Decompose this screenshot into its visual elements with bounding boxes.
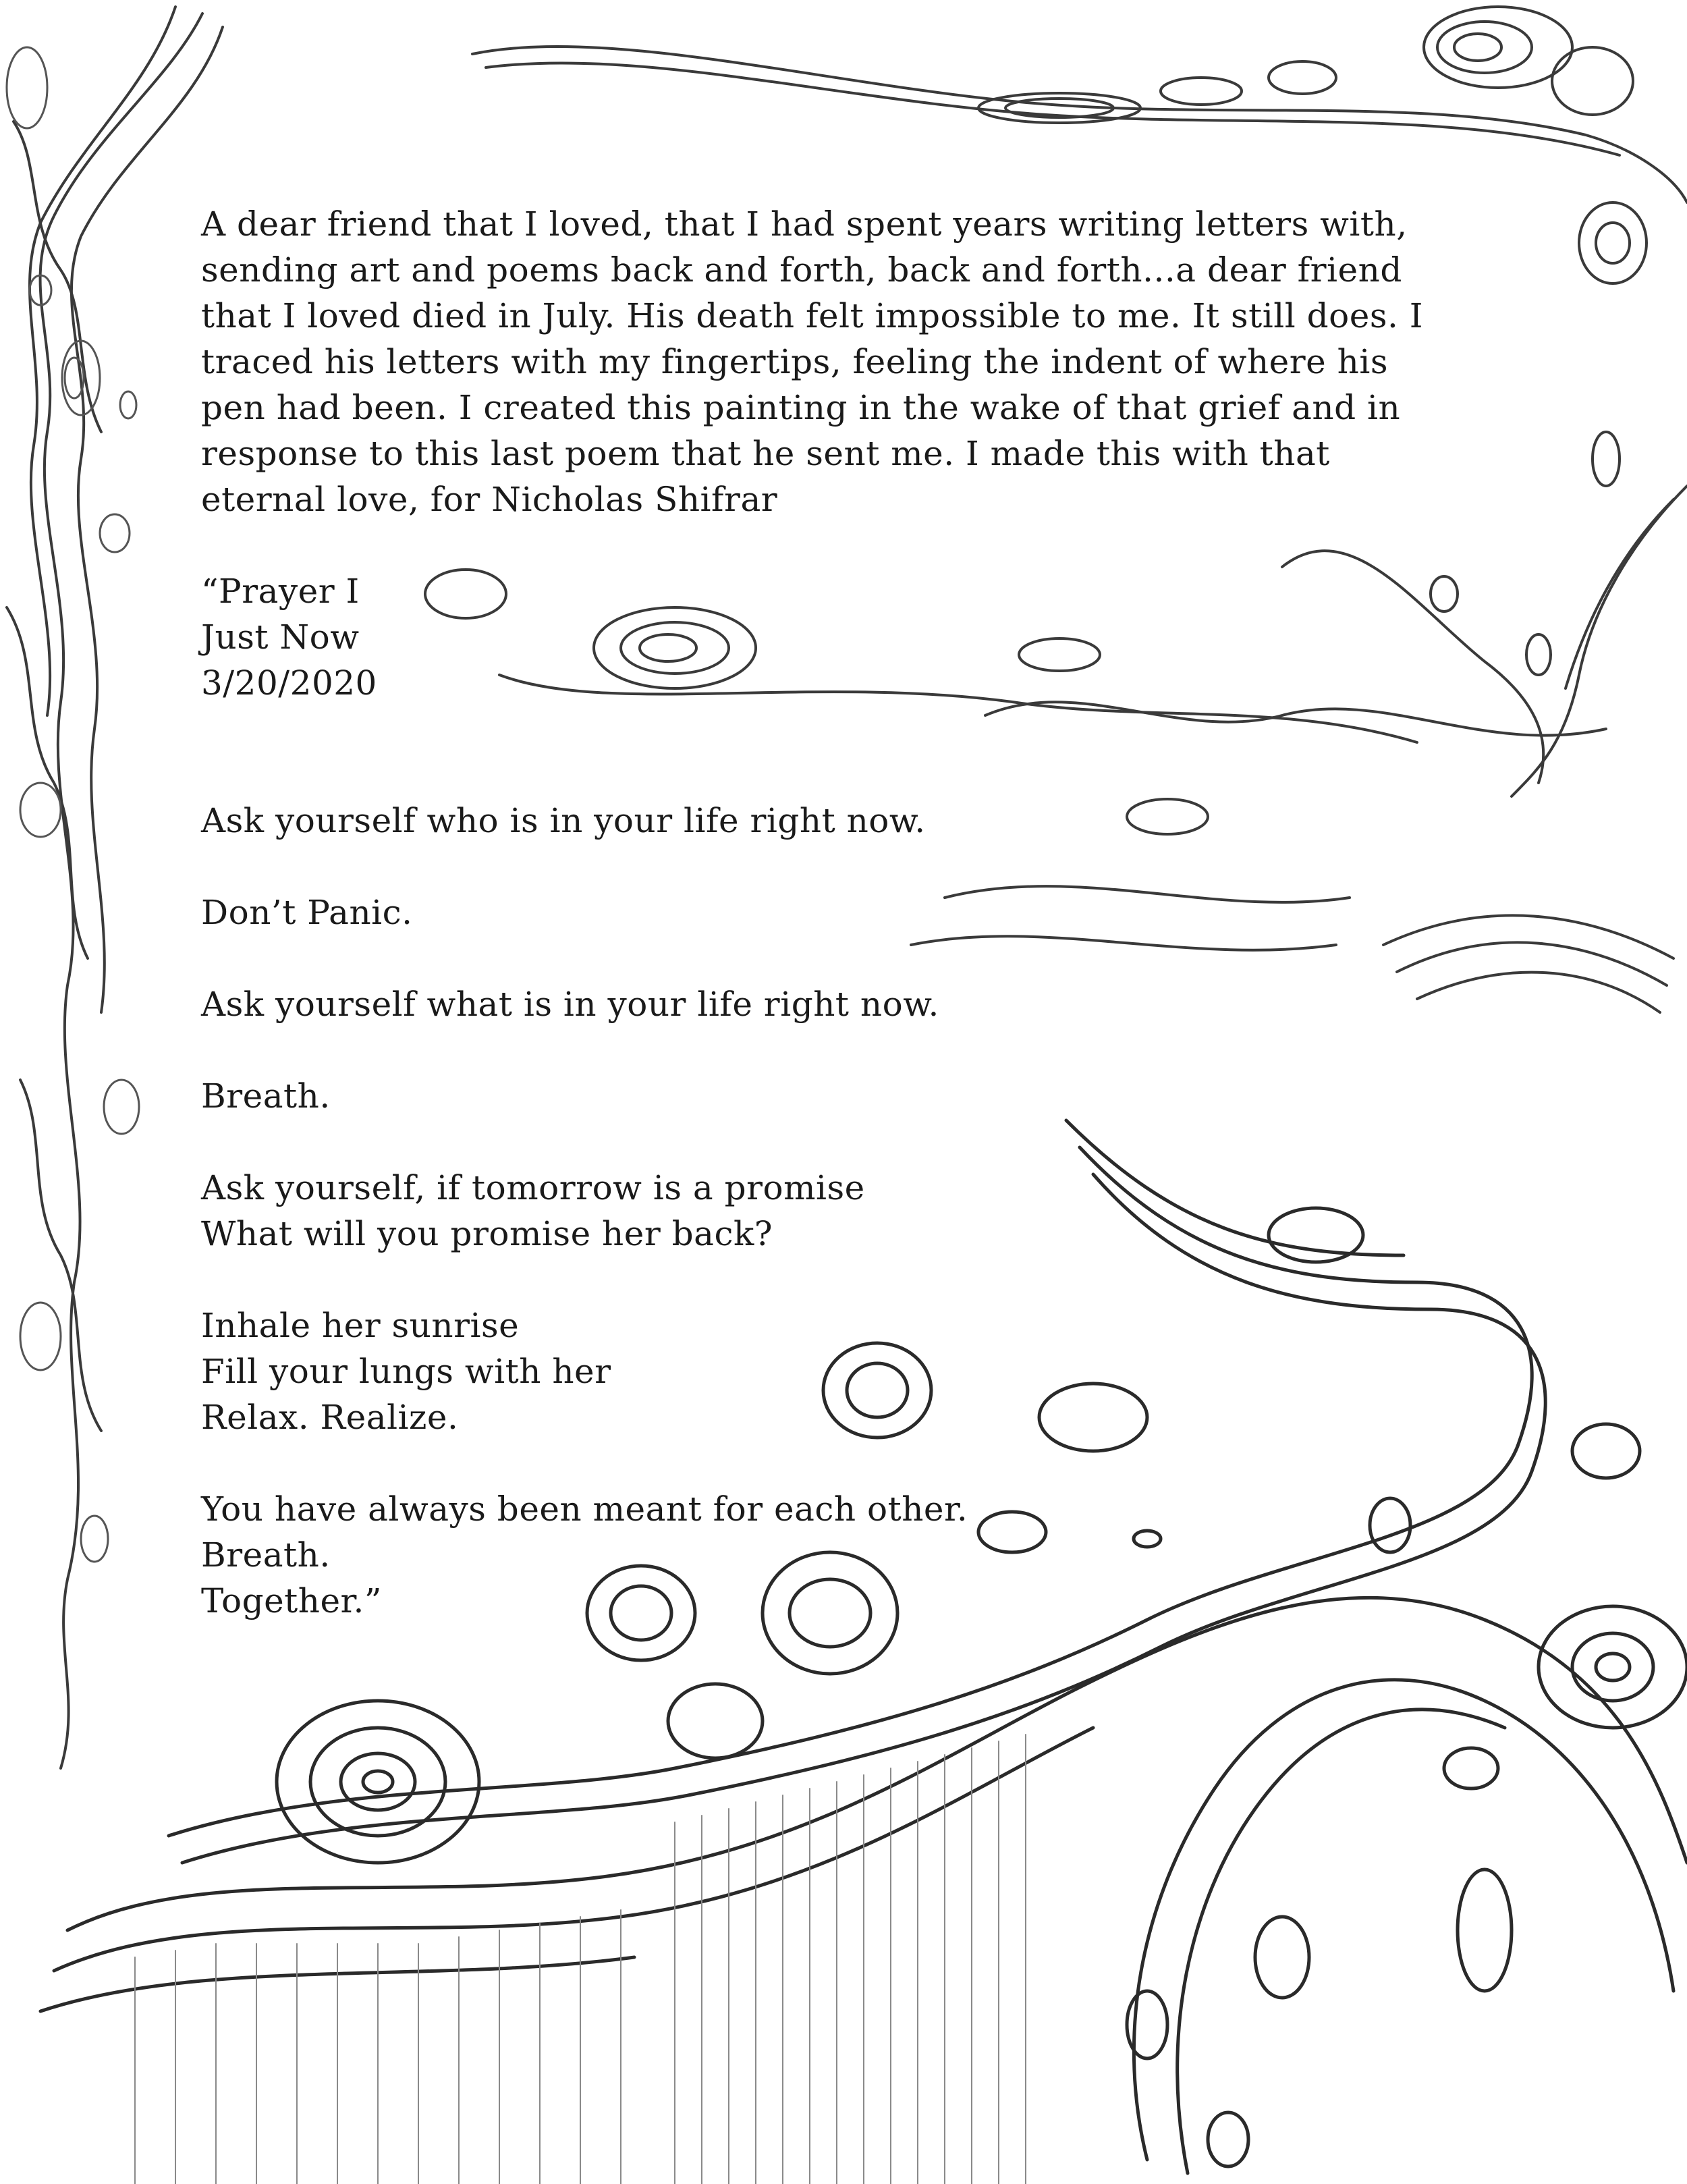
stanza: [201, 890, 1510, 935]
poem-line: Together.”: [201, 1581, 382, 1620]
intro-line: pen had been. I created this painting in the wake of that grief and in: [201, 388, 1401, 427]
stanza: [201, 1303, 1510, 1440]
stanza: [201, 798, 1510, 844]
poem-line: Ask yourself who is in your life right now.: [201, 801, 926, 840]
stanza: [201, 981, 1510, 1027]
poem-line: Breath.: [201, 1535, 331, 1575]
poem-line: What will you promise her back?: [201, 1214, 773, 1253]
poem-subtitle: Just Now: [201, 618, 360, 657]
poem-line: Ask yourself, if tomorrow is a promise: [201, 1168, 865, 1207]
hatching: [135, 1735, 1026, 2184]
poem-line: Inhale her sunrise: [201, 1306, 520, 1345]
letter-text: [201, 201, 1510, 1670]
poem-line: Don’t Panic.: [201, 893, 413, 932]
poem-line: You have always been meant for each other.: [201, 1490, 968, 1529]
stanza: [201, 1486, 1510, 1624]
intro-line: sending art and poems back and forth, back and forth...a dear friend: [201, 250, 1402, 290]
poem-body: [201, 798, 1510, 1624]
poem-line: Breath.: [201, 1076, 331, 1116]
poem-line: Relax. Realize.: [201, 1398, 459, 1437]
intro-paragraph: [201, 201, 1510, 522]
left-vine-border: [7, 7, 223, 1768]
stanza: [201, 1073, 1510, 1119]
stanza: [201, 1165, 1510, 1257]
intro-line: that I loved died in July. His death felt impossible to me. It still does. I: [201, 296, 1424, 335]
intro-line: eternal love, for Nicholas Shifrar: [201, 480, 778, 519]
poem-title: “Prayer I: [201, 572, 360, 611]
intro-line: response to this last poem that he sent me. I made this with that: [201, 434, 1330, 473]
poem-line: Ask yourself what is in your life right now.: [201, 985, 939, 1024]
intro-line: A dear friend that I loved, that I had spent years writing letters with,: [201, 204, 1408, 244]
intro-line: traced his letters with my fingertips, feeling the indent of where his: [201, 342, 1388, 381]
poem-date: 3/20/2020: [201, 663, 377, 703]
poem-header: [201, 568, 1510, 706]
poem-line: Fill your lungs with her: [201, 1352, 611, 1391]
